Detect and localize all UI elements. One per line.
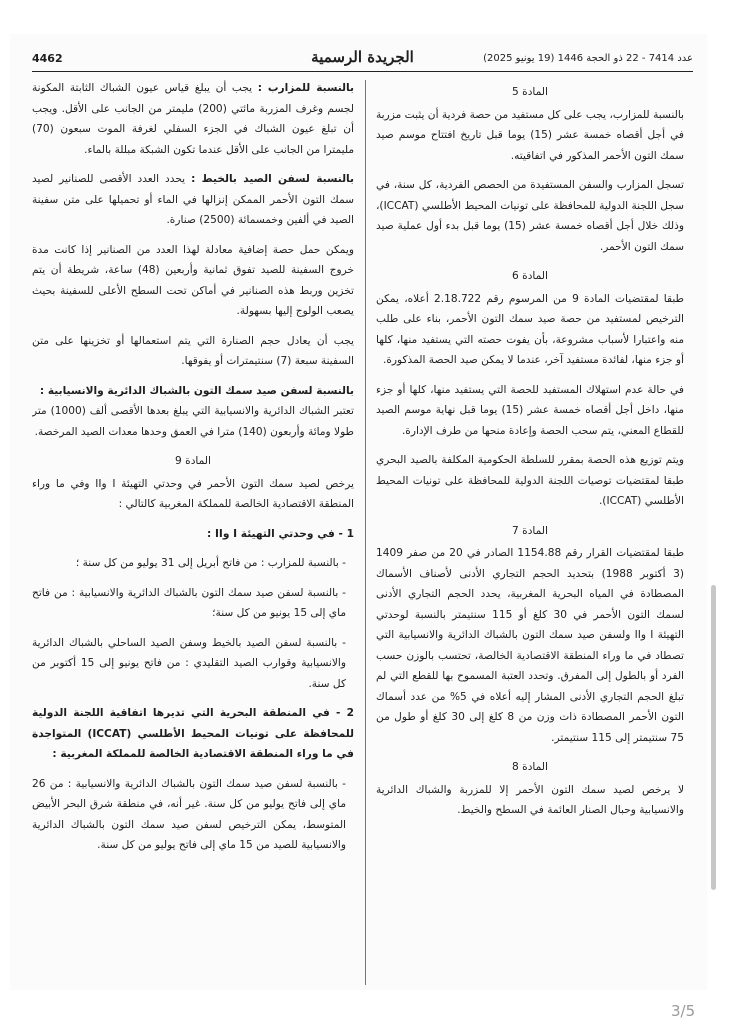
article-6-title: المادة 6 [512, 270, 548, 282]
article-6-paragraph-2: في حالة عدم استهلاك المستفيد للحصة التي يستفيد منها، كلها أو جزء منها، داخل أجل أقصاه خمسة عشر (15) يوما قبل نهاية موسم الصيد للقطاع المعني، يتم سحب الحصة وإعادة منحها من طرف الإدارة. [376, 383, 684, 437]
article-9-intro: يرخص لصيد سمك التون الأحمر في وحدتي التهيئة I وII وفي ما وراء المنطقة الاقتصادية الخالصة للمملكة المغربية كالتالي : [32, 477, 354, 510]
journal-title: الجريدة الرسمية [311, 48, 414, 66]
purse-seine-paragraph [32, 381, 354, 443]
page-indicator: 3/5 [671, 1002, 696, 1020]
article-6-paragraph-3: ويتم توزيع هذه الحصة بمقرر للسلطة الحكومية المكلفة بالصيد البحري طبقا لمقتضيات توصيات اللجنة الدولية للمحافظة على تونيات المحيط الأطلسي (ICCAT). [376, 454, 684, 507]
scrollbar[interactable] [711, 585, 716, 890]
right-column [376, 78, 684, 983]
article-8-paragraph-1: لا يرخص لصيد سمك التون الأحمر إلا للمزربة والشباك الدائرية والانسيابية وحبال الصنار العائمة في السطح والخيط. [376, 783, 684, 816]
purse-seine-heading: بالنسبة لسفن صيد سمك التون بالشباك الدائرية والانسيابية : [39, 384, 354, 397]
article-8-title: المادة 8 [512, 761, 548, 773]
article-5-title: المادة 5 [512, 86, 548, 98]
purse-seine-text: تعتبر الشباك الدائرية والانسيابية التي يبلغ بعدها الأقصى ألف (1000) متر طولا ومائة وأربعون (140) مترا في العمق وحدها معدات الصيد المرخصة. [32, 405, 354, 438]
page-number: 4462 [32, 52, 63, 65]
traps-paragraph [32, 78, 354, 160]
section-1-title: 1 - في وحدتي التهيئة I وII : [207, 527, 354, 540]
article-9-title: المادة 9 [175, 455, 211, 467]
document-page [10, 34, 707, 990]
issue-info: عدد 7414 - 22 ذو الحجة 1446 (19 يونيو 2025) [483, 53, 693, 64]
column-divider [365, 80, 366, 985]
section-1-item-1: - بالنسبة للمزارب : من فاتح أبريل إلى 31 يوليو من كل سنة ؛ [75, 557, 346, 569]
traps-heading: بالنسبة للمزارب : [257, 82, 354, 94]
section-1-item-3: - بالنسبة لسفن الصيد بالخيط وسفن الصيد الساحلي بالشباك الدائرية والانسيابية وقوارب الصيد التقليدي : من فاتح يونيو إلى 15 أكتوبر من كل سنة. [32, 636, 346, 690]
page-header [32, 48, 693, 72]
longline-text: يحدد العدد الأقصى للصنانير لصيد سمك التون الأحمر الممكن إنزالها في الماء أو تحميلها على متن سفينة الصيد في ألفين وخمسمائة (2500) صنارة. [32, 173, 354, 226]
article-7-title: المادة 7 [512, 524, 548, 537]
longline-heading: بالنسبة لسفن الصيد بالخيط : [191, 173, 354, 185]
hook-size-paragraph: يجب أن يعادل حجم الصنارة التي يتم استعمالها أو تخزينها على متن السفينة سبعة (7) سنتيمترات أو يفوقها. [32, 334, 354, 367]
left-column [32, 78, 354, 983]
section-2-title: 2 - في المنطقة البحرية التي تديرها اتفاقية اللجنة الدولية للمحافظة على تونيات المحيط الأطلسي (ICCAT) المتواجدة في ما وراء المنطقة الاقتصادية الخالصة للمملكة المغربية : [32, 707, 354, 760]
longline-paragraph [32, 169, 354, 231]
article-5-paragraph-1: بالنسبة للمزارب، يجب على كل مستفيد من حصة فردية أن يثبت مزربة في أجل أقصاه خمسة عشر (15) يوما قبل تاريخ افتتاح موسم صيد سمك التون الأحمر المذكور في اتفاقيته. [376, 108, 684, 162]
traps-text: يجب أن يبلغ قياس عيون الشباك الثابتة المكونة لجسم وغرف المزربة مائتي (200) مليمتر من الجانب على الأقل. ويجب أن تبلغ عيون الشباك في الجزء السفلي لغرفة الموت سبعون (70) مليمترا من الجانب على الأقل عندما تكون الشبكة مبللة بالماء. [32, 82, 354, 156]
section-2-item-1: - بالنسبة لسفن صيد سمك التون بالشباك الدائرية والانسيابية : من 26 ماي إلى فاتح يوليو من كل سنة. غير أنه، في منطقة شرق البحر الأبيض المتوسط، يمكن الترخيص لسفن صيد سمك التون بالشباك الدائرية والانسيابية للصيد من 15 ماي إلى فاتح يوليو من كل سنة. [32, 777, 346, 851]
article-7-paragraph-1: طبقا لمقتضيات القرار رقم 1154.88 الصادر في 20 من صفر 1409 (3 أكتوبر 1988) بتحديد الحجم التجاري الأدنى لأصناف الأسماك المصطادة في المياه البحرية المغربية، يحدد الحجم التجاري الأدنى لسمك التون الأحمر في 30 كلغ أو 115 سنتيمتر بالنسبة لوحدتي التهيئة I وII ولسفن صيد سمك التون بالشباك الدائرية والانسيابية التي تصطاد في ما وراء المنطقة الاقتصادية الخالصة، تحتسب بالوزن حسب الفرد أو بالطول إلى المفرق. وتحدد العتبة المسموح بها للقطع التي لم تبلغ الحجم التجاري الأدنى المشار إليه أعلاه في 5% من عدد أسماك التون الأحمر المصطادة ذات وزن من 8 كلغ إلى 30 كلغ أو طول من 75 سنتيمتر إلى 115 سنتيمتر. [376, 547, 684, 744]
extra-hooks-paragraph: ويمكن حمل حصة إضافية معادلة لهذا العدد من الصنانير إذا كانت مدة خروج السفينة للصيد تفوق ثمانية وأربعين (48) ساعة، شريطة أن يتم تخزين وربط هذه الصنانير في أماكن تحت السطح الأعلى للسفينة بحيث يصعب الولوج إليها بسهولة. [32, 243, 354, 317]
section-1-item-2: - بالنسبة لسفن صيد سمك التون بالشباك الدائرية والانسيابية : من فاتح ماي إلى 15 يونيو من كل سنة؛ [32, 586, 346, 619]
article-6-paragraph-1: طبقا لمقتضيات المادة 9 من المرسوم رقم 2.18.722 أعلاه، يمكن الترخيص لمستفيد من حصة صيد سمك التون الأحمر، بناء على طلب منه واعتبارا لأسباب مشروعة، بأن يفوت حصته التي يستفيد منها، كلها أو جزء منها، لفائدة مستفيد آخر، عندما لا يمكن صيد الحصة المذكورة. [376, 292, 684, 366]
article-5-paragraph-2: تسجل المزارب والسفن المستفيدة من الحصص الفردية، كل سنة، في سجل اللجنة الدولية للمحافظة على تونيات المحيط الأطلسي (ICCAT)، وذلك خلال أجل أقصاه خمسة عشر (15) يوما قبل بدء أول عملية صيد سمك التون الأحمر. [376, 179, 684, 253]
